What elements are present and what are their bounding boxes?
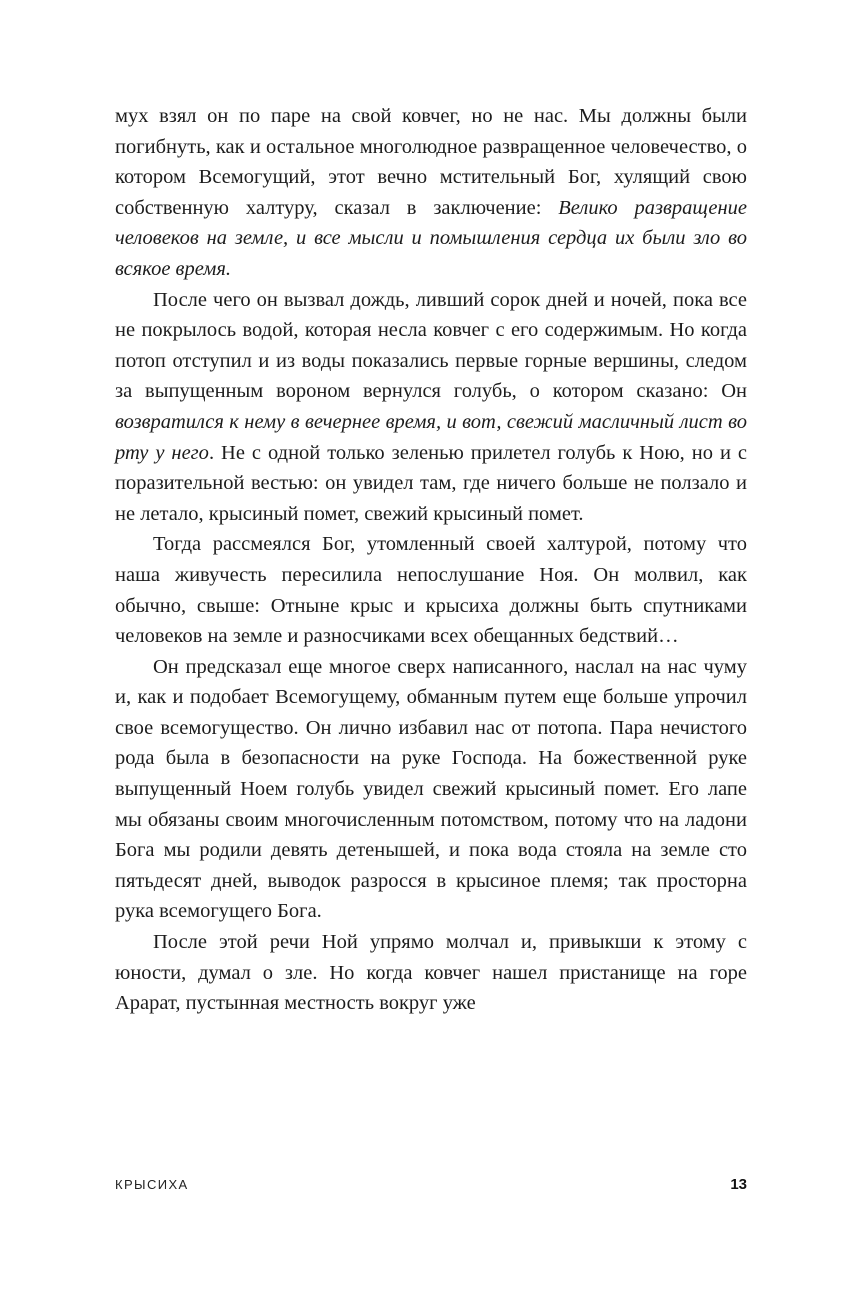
paragraph <box>115 927 747 1019</box>
paragraph <box>115 529 747 651</box>
paragraph <box>115 285 747 530</box>
running-title: КРЫСИХА <box>115 1177 189 1192</box>
page-footer <box>115 1176 747 1193</box>
paragraph <box>115 652 747 927</box>
page-text <box>115 101 747 1019</box>
text-run: После этой речи Ной упрямо молчал и, привыкши к этому с юности, думал о зле. Но когда ковчег нашел пристанище на горе Арарат, пустынная местность вокруг уже <box>115 931 747 1015</box>
text-run: После чего он вызвал дождь, ливший сорок дней и ночей, пока все не покрылось водой, которая несла ковчег с его содержимым. Но когда потоп отступил и из воды показались первые горные вершины, следом за выпущенным вороном вернулся голубь, о котором сказано: Он <box>115 288 747 403</box>
text-run: Он предсказал еще многое сверх написанного, наслал на нас чуму и, как и подобает Всемогущему, обманным путем еще больше упрочил свое всемогущество. Он лично избавил нас от потопа. Пара нечистого рода была в безопасности на руке Господа. На божественной руке выпущенный Ноем голубь увидел свежий крысиный помет. Его лапе мы обязаны своим многочисленным потомством, потому что на ладони Бога мы родили девять детенышей, и пока вода стояла на земле сто пятьдесят дней, выводок разросся в крысиное племя; так просторна рука всемогущего Бога. <box>115 655 747 923</box>
italic-text-run: Велико развращение человеков на земле, и все мысли и помышления сердца их были зло во всякое время. <box>115 196 748 280</box>
text-run: . Не с одной только зеленью прилетел голубь к Ною, но и с поразительной вестью: он увидел там, где ничего больше не ползало и не летало, крысиный помет, свежий крысиный помет. <box>115 441 747 525</box>
text-run: Тогда рассмеялся Бог, утомленный своей халтурой, потому что наша живучесть пересилила непослушание Ноя. Он молвил, как обычно, свыше: Отныне крыс и крысиха должны быть спутниками человеков на земле и разносчиками всех обещанных бедствий… <box>115 533 747 648</box>
paragraph <box>115 101 747 285</box>
italic-text-run: возвратился к нему в вечернее время, и вот, свежий масличный лист во рту у него <box>115 410 747 464</box>
page-number: 13 <box>730 1176 747 1193</box>
text-run: мух взял он по паре на свой ковчег, но не нас. Мы должны были погибнуть, как и остальное многолюдное развращенное человечество, о котором Всемогущий, этот вечно мстительный Бог, хулящий свою собственную халтуру, сказал в заключение: <box>115 105 747 219</box>
